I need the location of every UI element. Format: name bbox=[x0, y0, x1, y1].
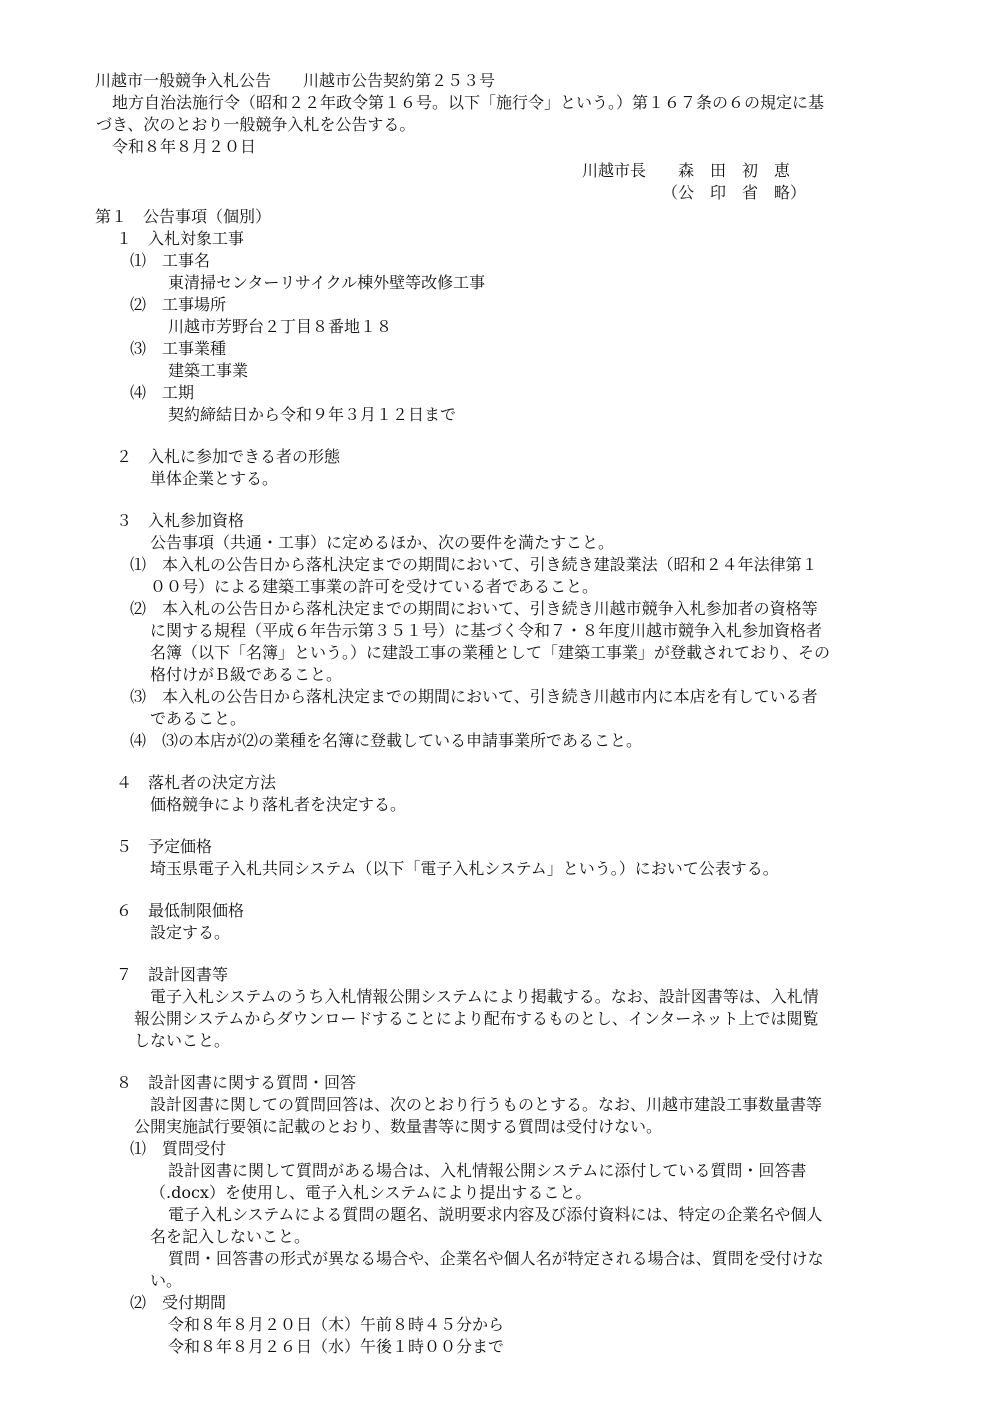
item-1-sub1-value: 東清掃センターリサイクル棟外壁等改修工事 bbox=[168, 273, 486, 292]
item-1-heading: １ 入札対象工事 bbox=[116, 229, 245, 248]
item-1-sub4-value: 契約締結日から令和９年３月１２日まで bbox=[168, 405, 457, 424]
item-8-sub2-label: ⑵ 受付期間 bbox=[130, 1293, 227, 1312]
item-8-intro-line1: 設計図書に関しての質問回答は、次のとおり行うものとする。なお、川越市建設工事数量書等 bbox=[150, 1095, 823, 1114]
item-8-sub1-para2-line2: 名を記入しないこと。 bbox=[150, 1227, 311, 1246]
item-1-sub4-label: ⑷ 工期 bbox=[130, 383, 195, 402]
item-3-cond1-line2: ００号）による建築工事業の許可を受けている者であること。 bbox=[150, 577, 599, 596]
item-4-body: 価格競争により落札者を決定する。 bbox=[150, 795, 407, 814]
item-8-sub1-label: ⑴ 質問受付 bbox=[130, 1139, 227, 1158]
item-1-sub2-value: 川越市芳野台２丁目８番地１８ bbox=[168, 317, 393, 336]
item-3-cond2-line1: ⑵ 本入札の公告日から落札決定までの期間において、引き続き川越市競争入札参加者の資格等 bbox=[130, 599, 818, 618]
item-5-heading: ５ 予定価格 bbox=[116, 837, 213, 856]
item-3-heading: ３ 入札参加資格 bbox=[116, 511, 245, 530]
notice-title: 川越市一般競争入札公告 川越市公告契約第２５３号 bbox=[95, 71, 496, 90]
item-3-cond4-line1: ⑷ ⑶の本店が⑵の業種を名簿に登載している申請事業所であること。 bbox=[130, 731, 643, 750]
preamble-line-2: づき、次のとおり一般競争入札を公告する。 bbox=[96, 115, 416, 134]
item-1-sub3-value: 建築工事業 bbox=[168, 361, 249, 380]
item-8-heading: ８ 設計図書に関する質問・回答 bbox=[116, 1073, 357, 1092]
item-8-sub2-from: 令和８年８月２０日（木）午前８時４５分から bbox=[168, 1315, 505, 1334]
item-7-heading: ７ 設計図書等 bbox=[116, 965, 229, 984]
item-3-cond2-line3: 名簿（以下「名簿」という。）に建設工事の業種として「建築工事業」が登載されており、その bbox=[150, 643, 831, 662]
item-1-sub1-label: ⑴ 工事名 bbox=[130, 251, 211, 270]
item-3-cond1-line1: ⑴ 本入札の公告日から落札決定までの期間において、引き続き建設業法（昭和２４年法律第１ bbox=[130, 555, 818, 574]
seal-omitted-note: （公 印 省 略） bbox=[662, 183, 807, 202]
item-3-cond2-line2: に関する規程（平成６年告示第３５１号）に基づく令和７・８年度川越市競争入札参加資格者 bbox=[150, 621, 823, 640]
item-1-sub3-label: ⑶ 工事業種 bbox=[130, 339, 227, 358]
preamble-line-1: 地方自治法施行令（昭和２２年政令第１６号。以下「施行令」という。）第１６７条の６の規定に基 bbox=[112, 93, 825, 112]
item-2-heading: ２ 入札に参加できる者の形態 bbox=[116, 447, 341, 466]
notice-date: 令和８年８月２０日 bbox=[112, 137, 257, 156]
item-3-intro: 公告事項（共通・工事）に定めるほか、次の要件を満たすこと。 bbox=[150, 533, 615, 552]
item-1-sub2-label: ⑵ 工事場所 bbox=[130, 295, 227, 314]
item-8-intro-line2: 公開実施試行要領に記載のとおり、数量書等に関する質問は受付けない。 bbox=[134, 1117, 663, 1136]
item-4-heading: ４ 落札者の決定方法 bbox=[116, 773, 277, 792]
signer-name: 川越市長 森 田 初 恵 bbox=[582, 161, 791, 180]
item-6-heading: ６ 最低制限価格 bbox=[116, 901, 245, 920]
item-6-body: 設定する。 bbox=[150, 923, 231, 942]
item-8-sub1-para1-line2: （.docx）を使用し、電子入札システムにより提出すること。 bbox=[150, 1183, 592, 1202]
item-3-cond3-line2: であること。 bbox=[150, 709, 247, 728]
item-2-body: 単体企業とする。 bbox=[150, 469, 279, 488]
item-8-sub2-to: 令和８年８月２６日（水）午後１時００分まで bbox=[168, 1337, 505, 1356]
item-3-cond2-line4: 格付けがＢ級であること。 bbox=[150, 665, 343, 684]
item-8-sub1-para3-line1: 質問・回答書の形式が異なる場合や、企業名や個人名が特定される場合は、質問を受付けな bbox=[168, 1249, 824, 1268]
item-8-sub1-para2-line1: 電子入札システムによる質問の題名、説明要求内容及び添付資料には、特定の企業名や個人 bbox=[168, 1205, 823, 1224]
item-5-body: 埼玉県電子入札共同システム（以下「電子入札システム」という。）において公表する。 bbox=[150, 859, 779, 878]
item-3-cond3-line1: ⑶ 本入札の公告日から落札決定までの期間において、引き続き川越市内に本店を有している者 bbox=[130, 687, 818, 706]
section-heading: 第１ 公告事項（個別） bbox=[95, 207, 272, 226]
item-8-sub1-para1-line1: 設計図書に関して質問がある場合は、入札情報公開システムに添付している質問・回答書 bbox=[168, 1161, 807, 1180]
item-7-line1: 電子入札システムのうち入札情報公開システムにより掲載する。なお、設計図書等は、入札情 bbox=[150, 987, 819, 1006]
item-8-sub1-para3-line2: い。 bbox=[150, 1271, 183, 1290]
item-7-line2: 報公開システムからダウンロードすることにより配布するものとし、インターネット上では閲覧 bbox=[134, 1009, 819, 1028]
item-7-line3: しないこと。 bbox=[134, 1031, 231, 1050]
